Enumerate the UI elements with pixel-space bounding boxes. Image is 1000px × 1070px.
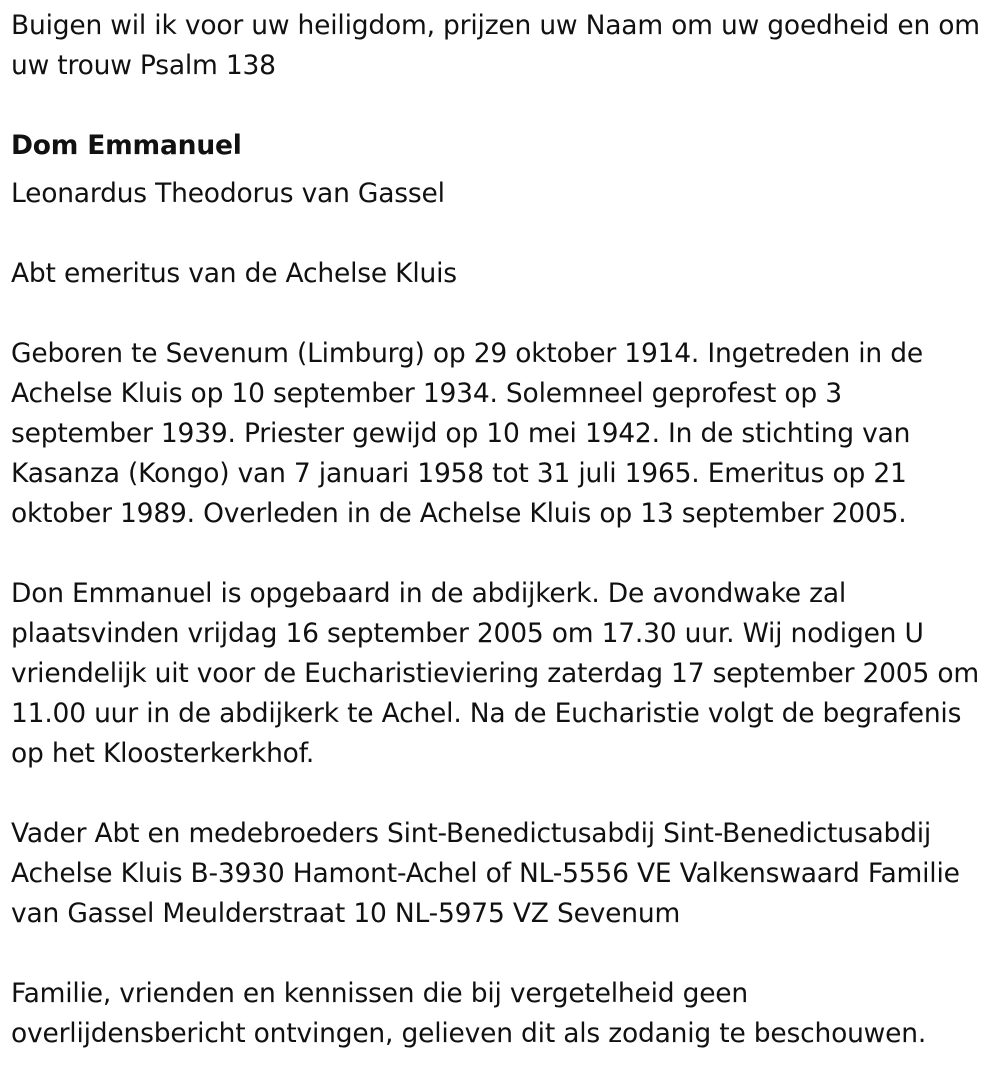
notice-paragraph: Familie, vrienden en kennissen die bij vergetelheid geen overlijdensbericht ontvingen, gelieven dit als zodanig te beschouwen.	[11, 978, 927, 1049]
biography-paragraph: Geboren te Sevenum (Limburg) op 29 oktober 1914. Ingetreden in de Achelse Kluis op 10 september 1934. Solemneel geprofest op 3 september 1939. Priester gewijd op 10 mei 1942. In de stichting van Kasanza (Kongo) van 7 januari 1958 tot 31 juli 1965. Emeritus op 21 oktober 1989. Overleden in de Achelse Kluis op 13 september 2005.	[11, 338, 923, 529]
title-line: Abt emeritus van de Achelse Kluis	[11, 258, 457, 289]
psalm-verse: Buigen wil ik voor uw heiligdom, prijzen uw Naam om uw goedheid en om uw trouw Psalm 138	[11, 10, 980, 81]
name-heading: Dom Emmanuel	[11, 130, 242, 161]
obituary-document	[11, 6, 986, 1054]
ceremony-paragraph: Don Emmanuel is opgebaard in de abdijkerk. De avondwake zal plaatsvinden vrijdag 16 september 2005 om 17.30 uur. Wij nodigen U vriendelijk uit voor de Eucharistieviering zaterdag 17 september 2005 om 11.00 uur in de abdijkerk te Achel. Na de Eucharistie volgt de begrafenis op het Kloosterkerkhof.	[11, 578, 979, 769]
full-name: Leonardus Theodorus van Gassel	[11, 178, 445, 209]
addresses-paragraph: Vader Abt en medebroeders Sint-Benedictusabdij Sint-Benedictusabdij Achelse Kluis B-3930 Hamont-Achel of NL-5556 VE Valkenswaard Familie van Gassel Meulderstraat 10 NL-5975 VZ Sevenum	[11, 818, 960, 929]
